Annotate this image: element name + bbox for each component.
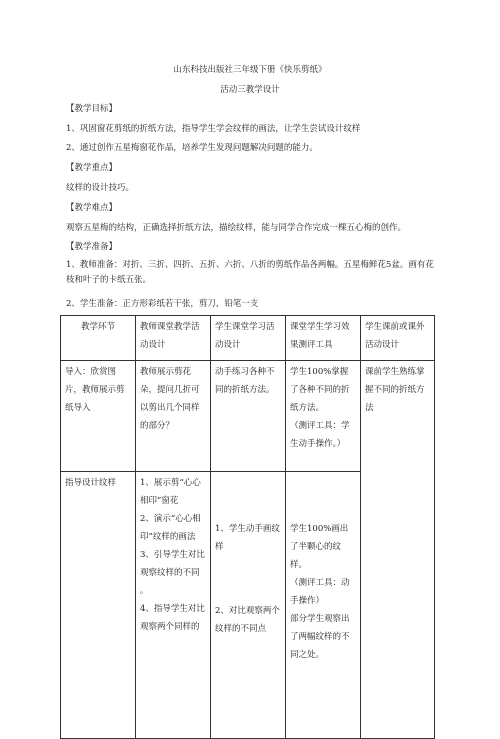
row2-teacher-step-2: 2、演示“心心相印”纹样的画法 bbox=[140, 514, 201, 542]
row2-stage: 指导设计纹样 bbox=[61, 472, 136, 739]
row2-eval-note: 部分学生观察出了两幅纹样的不同之处。 bbox=[290, 614, 350, 660]
keypoint-heading: 【教学重点】 bbox=[66, 163, 118, 173]
table-header-row bbox=[61, 316, 435, 361]
row1-student: 动手练习各种不同的折纸方法。 bbox=[211, 361, 286, 472]
difficulty-text: 观察五星梅的结构，正确选择折纸方法，描绘纹样，能与同学合作完成一棵五心梅的创作。 bbox=[66, 223, 407, 233]
header-cell-stage: 教学环节 bbox=[61, 316, 136, 361]
row2-eval-main: 学生100%画出了半颗心的纹样。 bbox=[290, 524, 349, 570]
row2-eval-tool: （测评工具：动手操作） bbox=[290, 578, 350, 606]
objective-item-1: 1、巩固窗花剪纸的折纸方法，指导学生学会纹样的画法，让学生尝试设计纹样 bbox=[66, 124, 361, 134]
table-row bbox=[61, 361, 435, 472]
header-cell-eval: 课堂学生学习效果测评工具 bbox=[286, 316, 361, 361]
header-cell-student: 学生课堂学习活动设计 bbox=[211, 316, 286, 361]
row1-teacher: 教师展示剪花朵，提问几折可以剪出几个同样的部分？ bbox=[136, 361, 211, 472]
row1-eval bbox=[286, 361, 361, 472]
header-cell-pre: 学生课前或课外活动设计 bbox=[361, 316, 435, 361]
document-subtitle: 活动三教学设计 bbox=[220, 85, 280, 95]
row1-eval-main: 学生100%掌握了各种不同的折纸方法。 bbox=[290, 367, 350, 413]
row2-teacher-step-3: 3、引导学生对比观察纹样的不同 bbox=[140, 550, 205, 578]
keypoint-text: 纹样的设计技巧。 bbox=[66, 183, 135, 193]
lesson-plan-table bbox=[60, 315, 435, 739]
pre-activity-cell: 课前学生熟练掌握不同的折纸方法 bbox=[361, 361, 435, 739]
preparation-teacher: 1、教师准备：对折、三折、四折、五折、六折、八折的剪纸作品各两幅。五星梅鲜花5盆。画有花枝和叶子的卡纸五张。 bbox=[66, 260, 434, 285]
objective-item-2: 2、通过创作五星梅窗花作品，培养学生发现问题解决问题的能力。 bbox=[66, 143, 318, 153]
row2-teacher-step-3-cont: 。 bbox=[140, 586, 149, 596]
document-title: 山东科技出版社三年级下册《快乐剪纸》 bbox=[173, 65, 327, 75]
row2-eval bbox=[286, 472, 361, 739]
row2-student bbox=[211, 472, 286, 739]
preparation-heading: 【教学准备】 bbox=[66, 242, 118, 252]
objectives-heading: 【教学目标】 bbox=[66, 104, 118, 114]
header-cell-teacher: 教师课堂教学活动设计 bbox=[136, 316, 211, 361]
row2-teacher bbox=[136, 472, 211, 739]
row2-teacher-step-1: 1、展示剪“心心相印”窗花 bbox=[140, 478, 201, 506]
preparation-student: 2、学生准备：正方形彩纸若干张，剪刀，铅笔一支 bbox=[66, 299, 259, 309]
row2-teacher-step-4: 4、指导学生对比观察两个同样的 bbox=[140, 604, 205, 632]
row1-stage: 导入：欣赏图片，教师展示剪纸导入 bbox=[61, 361, 136, 472]
row1-eval-tool: （测评工具：学生动手操作。） bbox=[290, 421, 350, 449]
row2-student-step-2: 2、对比观察两个纹样的不同点 bbox=[215, 606, 280, 634]
difficulty-heading: 【教学难点】 bbox=[66, 203, 118, 213]
row2-student-step-1: 1、学生动手画纹样 bbox=[215, 524, 280, 552]
